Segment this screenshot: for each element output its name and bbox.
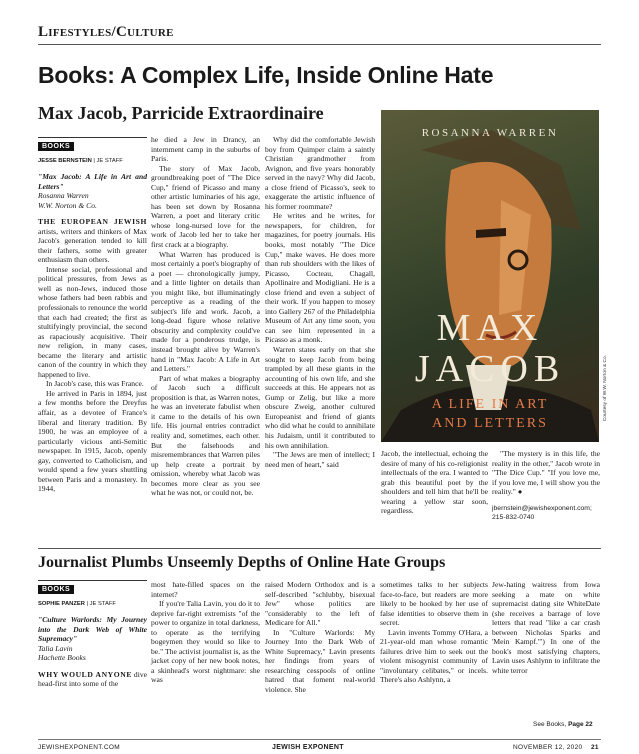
byline-name: JESSE BERNSTEIN [38,157,92,164]
book-author: Talia Lavin [38,643,73,653]
article2-paragraph: In "Culture Warlords: My Journey Into the Dark Web of White Supremacy," Lavin presents her findings from years of researching cesspools of online hatred that foment real-world violence. She [265,627,375,695]
contact-info [492,504,600,523]
lead-in: THE EUROPEAN JEWISH [38,217,147,227]
article2-paragraph: Lavin invents Tommy O'Hara, a 21-year-old man whose romantic failures drive him to seek out the violent misogynist community of "involuntary celibates," or incels. There's also Ashlynn, a [380,627,488,685]
cover-author: ROSANNA WARREN [421,127,559,139]
cover-title-line1: MAX [436,307,544,349]
book-title: "Max Jacob: A Life in Art and Letters" [38,172,147,191]
article-divider [38,548,601,549]
books-tag: BOOKS [38,142,74,151]
article1-paragraph: He arrived in Paris in 1894, just a few months before the Dreyfus affair, as a devotee of France's liberal and literary tradition. By 1900, he was an employee of a particularly vicious anti-Semitic newspaper. In 1915, Jacob, openly gay, converted to Catholicism, and would spend a few years shuttling between Paris and a monastery. In 1944, [38,388,147,494]
byline-staff: | JE STAFF [84,600,116,607]
lead-in: WHY WOULD ANYONE [38,669,133,679]
article2-book-info [38,615,147,663]
article1-paragraph: He writes and he writes, for newspapers, for children, for magazines, for poetry journals. His books, most notably "The Dice Cup," make waves. He does more than rub shoulders with the likes of Picasso, Cocteau, Chagall, Apollinaire and Modigliani. He is a close friend and even a subject of their work. If you happen to mosey into Gallery 267 of the Philadelphia Museum of Art any time soon, you can see him represented in a Picasso as a monk. [265,211,375,345]
continued-jump-link[interactable] [533,721,593,728]
book-title: "Culture Warlords: My Journey into the Dark Web of White Supremacy" [38,615,147,644]
article2-column-2 [151,580,260,685]
article2-column-5 [492,580,600,675]
article1-byline [38,157,147,167]
photo-credit: Courtesy of W.W. Norton & Co. [603,355,608,422]
article2-column-3 [265,580,375,695]
article2-paragraph [38,670,147,689]
cover-subtitle-line1: A LIFE IN ART [431,397,549,412]
section-header: Lifestyles/Culture [38,24,174,40]
footer-rule [38,739,601,740]
article1-paragraph: The story of Max Jacob, groundbreaking poet of "The Dice Cup," friend of Picasso and many other artistic luminaries of his age, has been set down by Rosanna Warren, a poet and literary critic whose long-nursed love for the work of Jacob led her to take her first crack at a biography. [151,163,260,250]
article1-title: Max Jacob, Parricide Extraordinaire [38,103,324,123]
portrait-illustration [381,110,599,442]
article2-paragraph: raised Modern Orthodox and is a self-described "schlubby, bisexual Jew" whose politics are "considerably to the left of Medicare for All." [265,580,375,628]
footer-publication: JEWISH EXPONENT [272,744,344,751]
article1-paragraph: In Jacob's case, this was France. [46,379,144,389]
book-publisher: Hachette Books [38,653,86,663]
page-headline: Books: A Complex Life, Inside Online Hate [38,62,494,88]
article2-paragraph: Jew-hating waitress from Iowa seeking a mate on white supremacist dating site WhiteDate (she receives a barrage of love letters that read "like a car crash between Nicholas Sparks and 'Mein Kampf.'") In one of the book's most satisfying chapters, Lavin uses Ashlynn to infiltrate the white terror [492,580,600,675]
byline-staff: | JE STAFF [91,157,123,164]
article1-book-info [38,172,147,210]
article1-paragraph: What Warren has produced is most certainly a poet's biography of a poet — chronologically jumpy, and a little lighter on details than you might like, but illuminatingly perceptive as a reading of the subject's life and work. Jacob, a long-dead figure whose relative obscurity and complexity could've made for a ponderous trudge, is instead brought alive by Warren's hand in "Max Jacob: A Life in Art and Letters." [151,249,260,374]
cover-title-line2: JACOB [414,348,566,390]
article1-paragraph [38,217,147,265]
books-tag: BOOKS [38,585,74,594]
article2-byline [38,600,147,610]
continued-page: Page 22 [568,721,593,728]
article1-column-4 [381,449,488,516]
paragraph-text: dive head-first into some of the [38,669,147,689]
book-author: Rosanna Warren [38,191,89,201]
article1-paragraph: Why did the comfortable Jewish boy from Quimper claim a saintly Christian grandmother from Avignon, and five years honorably served in the navy? Why did Jacob, a close friend of Picasso's, seek to exaggerate the artistic influence of his former roommate? [265,135,375,211]
header-rule [38,44,601,45]
continued-text: See Books, [533,721,569,728]
article1-paragraph: Intense social, professional and political pressures, from Jews as well as non-Jews, induced those whose fathers had been rabbis and professionals to renounce the world that each had created; the first as stultifyingly provincial, the second as rapaciously acquisitive. Their new religion, in many cases, became the literary and artistic canon of the country in which they happened to live. [38,264,147,379]
book-publisher: W.W. Norton & Co. [38,200,97,210]
contact-phone: 215-832-0740 [492,514,535,522]
article2-column-4 [380,580,488,685]
article2-column-1 [38,580,147,689]
contact-email[interactable]: jbernstein@jewishexponent.com; [492,504,592,512]
article1-paragraph: Warren states early on that she sought to keep Jacob from being trampled by all these giants in the accounting of his own life, and she succeeds at this. He appears not as Gump or Zelig, but like a more obscure Zweig, another cultured Europeanist and friend of giants who did what he could to annihilate his Judaism, until it contributed to his own annihilation. [265,345,375,450]
article2-paragraph: sometimes talks to her subjects face-to-face, but readers are more likely to be hooked by her use of false identities to observe them in secret. [380,580,488,628]
article1-paragraph: Jacob, the intellectual, echoing the desire of many of his co-religionist intellectuals of the era. I wanted to grab this beautiful poet by the shoulders and tell him that he'll be wearing a yellow star soon, regardless. [381,449,488,516]
article1-paragraph: "The Jews are men of intellect; I need men of heart," said [265,450,375,469]
article2-title: Journalist Plumbs Unseemly Depths of Online Hate Groups [38,554,446,571]
article1-column-1 [38,137,147,494]
cover-subtitle-line2: AND LETTERS [432,416,548,431]
article1-paragraph: he died a Jew in Drancy, an internment camp in the suburbs of Paris. [151,135,260,164]
article1-column-2 [151,135,260,498]
article1-column-3 [265,135,375,469]
article1-column-5 [492,449,600,523]
article2-paragraph: most hate-filled spaces on the internet? [151,580,260,599]
byline-name: SOPHIE PANZER [38,600,85,607]
footer-page-number: 21 [591,744,599,751]
footer-date: NOVEMBER 12, 2020 [513,744,583,751]
article2-paragraph: If you're Talia Lavin, you do it to deprive far-right extremists "of the power to organize in total darkness, to operate as the terrifying bogeymen they would so like to be." The activist journalist is, as the jacket copy of her new book notes, a skinhead's worst nightmare: she was [151,599,260,685]
footer-website[interactable]: JEWISHEXPONENT.COM [38,744,120,751]
article1-paragraph: "The mystery is in this life, the reality in the other," Jacob wrote in "The Dice Cup." "If you love me, if you love me, I will show you the reality." ● [492,449,600,497]
book-cover-image [381,110,599,442]
article1-paragraph: Part of what makes a biography of Jacob such a difficult proposition is that, as Warren notes, he was an inveterate fabulist when it came to the details of his own life. His journal entries contradict reality and, sometimes, each other. But the falsehoods and misremembrances that Warren piles up help create a portrait by omission, whereby what Jacob was becomes more clear as you see what he was not, or could not, be. [151,373,260,498]
paragraph-text: artists, writers and thinkers of Max Jacob's generation tended to kill their fathers, some with greater enthusiasm than others. [38,226,147,265]
